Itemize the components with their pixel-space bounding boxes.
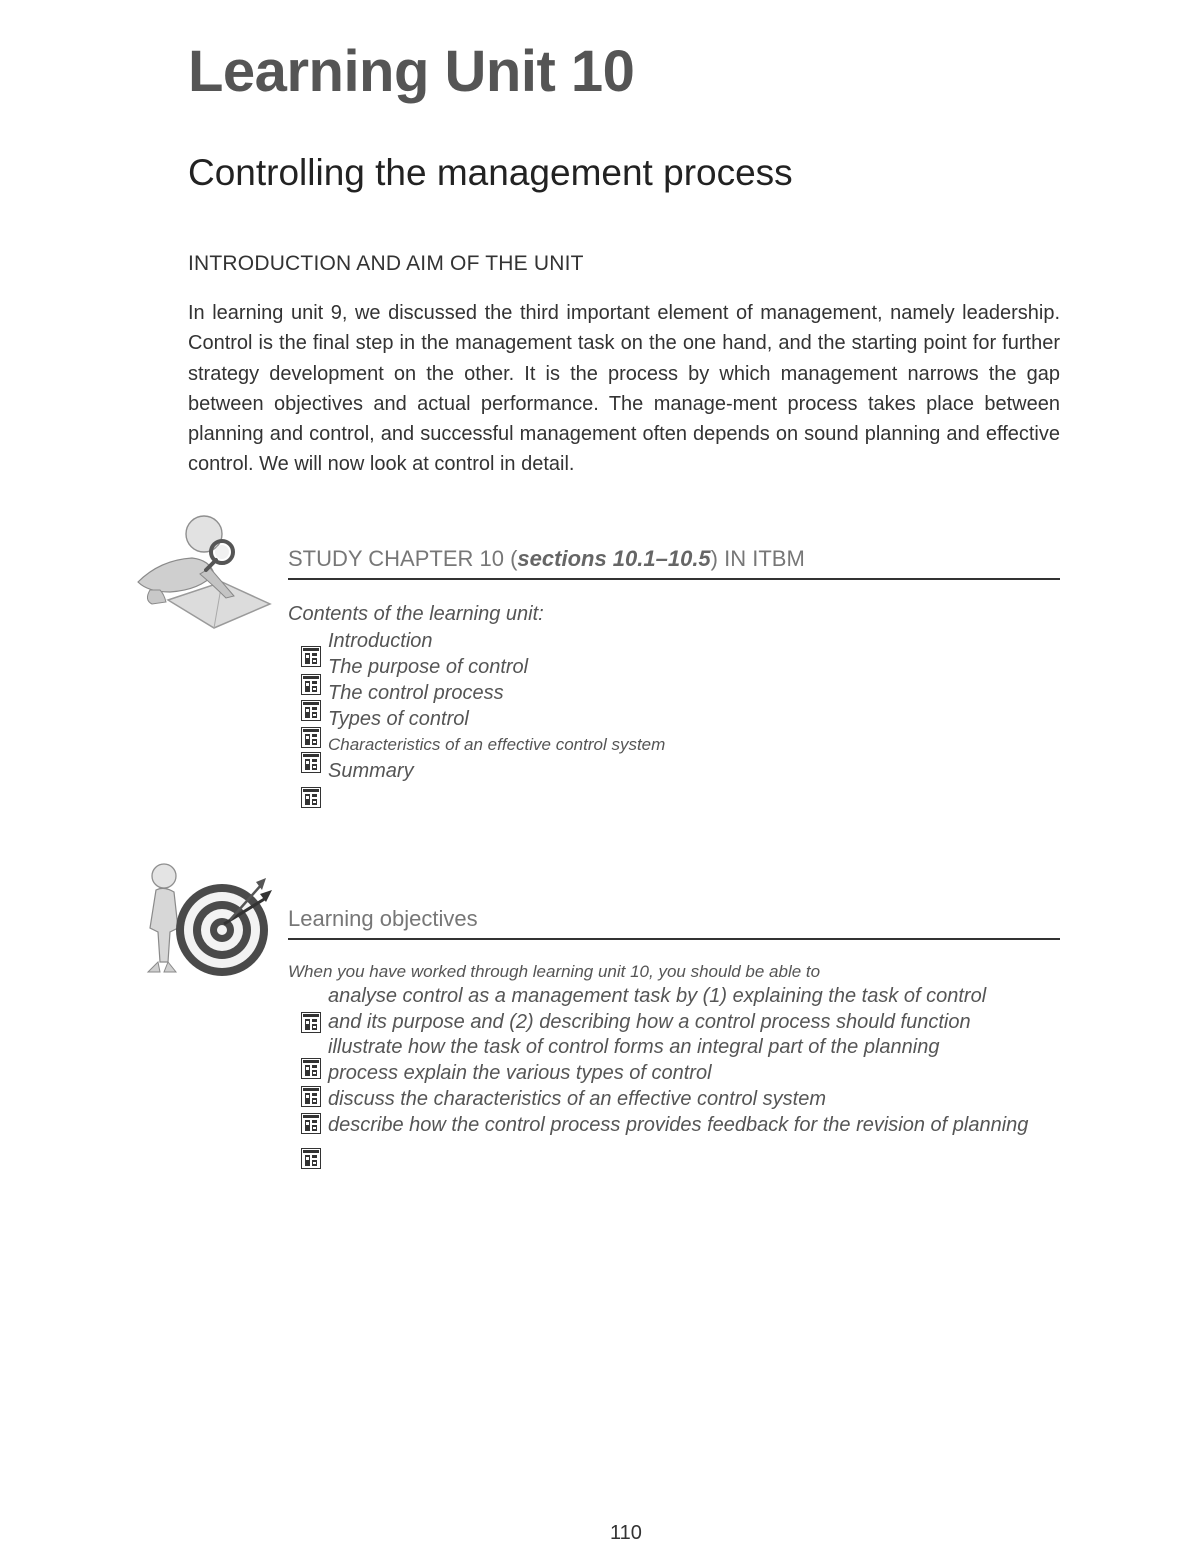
bullet-glyph-icon bbox=[301, 787, 321, 808]
list-item: describe how the control process provides feedback for the revision of planning bbox=[328, 1113, 1029, 1136]
bullet-glyph-icon bbox=[301, 727, 321, 748]
list-item: Summary bbox=[328, 760, 414, 782]
intro-heading: INTRODUCTION AND AIM OF THE UNIT bbox=[188, 252, 584, 275]
bullet-glyph-icon bbox=[301, 1113, 321, 1134]
list-item: discuss the characteristics of an effective control system bbox=[328, 1087, 826, 1110]
list-item: The purpose of control bbox=[328, 656, 529, 678]
list-item: process explain the various types of control bbox=[328, 1062, 712, 1085]
intro-paragraph: In learning unit 9, we discussed the third important element of management, namely leadership. Control is the final step in the management task on the one hand, and the starting point for further strategy development on the other. It is the process by which management narrows the gap between objectives and actual performance. The manage-ment process takes place between planning and control, and successful management often depends on sound planning and effective control. We will now look at control in detail. bbox=[188, 302, 1060, 476]
target-figure-icon bbox=[130, 862, 275, 980]
contents-intro: Contents of the learning unit: bbox=[288, 603, 544, 625]
page-title: Learning Unit 10 bbox=[188, 39, 635, 104]
bullet-glyph-icon bbox=[301, 646, 321, 667]
reading-figure-icon bbox=[130, 512, 275, 634]
bullet-glyph-icon bbox=[301, 1058, 321, 1079]
list-item: Types of control bbox=[328, 708, 469, 730]
list-item: and its purpose and (2) describing how a control process should function bbox=[328, 1010, 971, 1033]
objectives-intro: When you have worked through learning unit 10, you should be able to bbox=[288, 962, 821, 981]
objectives-list bbox=[328, 984, 1028, 1138]
list-item: illustrate how the task of control forms an integral part of the planning bbox=[328, 1036, 940, 1059]
bullet-glyph-icon bbox=[301, 1086, 321, 1107]
list-item: Characteristics of an effective control system bbox=[328, 735, 666, 754]
bullet-glyph-icon bbox=[301, 1012, 321, 1033]
study-heading-suffix: ) IN ITBM bbox=[710, 546, 805, 571]
list-item: Introduction bbox=[328, 630, 433, 652]
study-heading-sections: sections 10.1–10.5 bbox=[517, 546, 711, 571]
learning-objectives-heading: Learning objectives bbox=[288, 906, 1060, 940]
list-item: The control process bbox=[328, 682, 504, 704]
bullet-glyph-icon bbox=[301, 1148, 321, 1169]
bullet-glyph-icon bbox=[301, 674, 321, 695]
page-subtitle: Controlling the management process bbox=[188, 152, 793, 193]
study-chapter-heading bbox=[288, 546, 1060, 580]
list-item: analyse control as a management task by (1) explaining the task of control bbox=[328, 985, 987, 1007]
study-heading-prefix: STUDY CHAPTER 10 ( bbox=[288, 546, 518, 571]
contents-list bbox=[328, 628, 665, 784]
bullet-glyph-icon bbox=[301, 700, 321, 721]
bullet-glyph-icon bbox=[301, 752, 321, 773]
page-number: 110 bbox=[610, 1522, 642, 1544]
